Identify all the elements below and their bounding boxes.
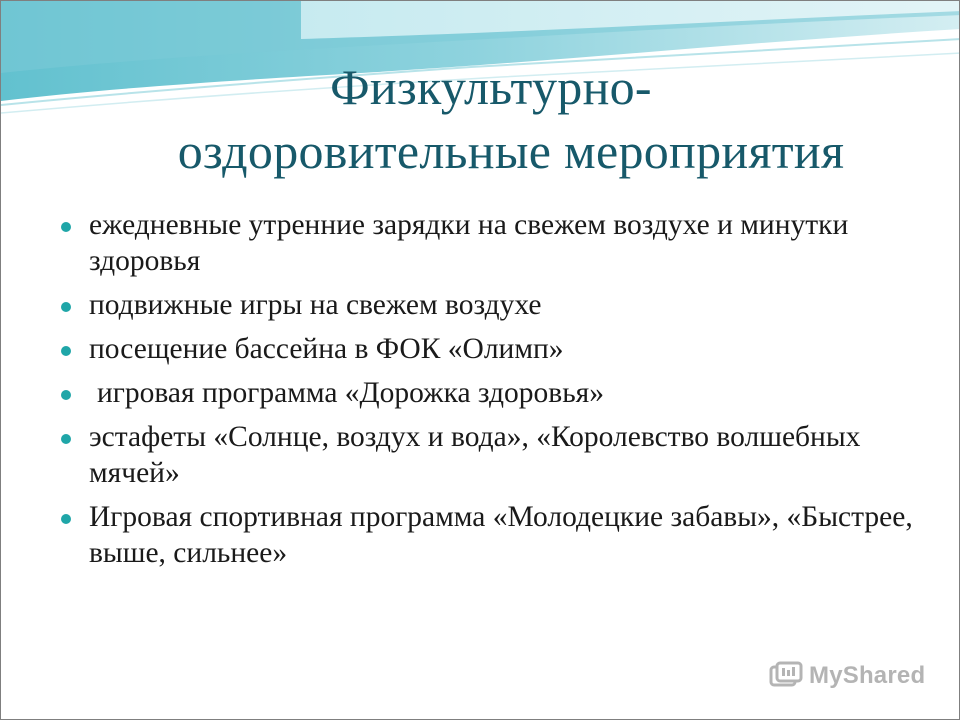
watermark-text: MyShared: [809, 662, 926, 689]
list-item: [61, 499, 931, 571]
bullet-dot-icon: [61, 346, 71, 356]
bullet-dot-icon: [61, 514, 71, 524]
myshared-logo-icon: [769, 661, 803, 691]
title-line-2: оздоровительные мероприятия: [177, 123, 845, 179]
list-item-text: ежедневные утренние зарядки на свежем воздухе и минутки здоровья: [89, 209, 849, 277]
bullet-list: [61, 207, 931, 579]
list-item-text: посещение бассейна в ФОК «Олимп»: [89, 333, 564, 365]
list-item-text: эстафеты «Солнце, воздух и вода», «Королевство волшебных мячей»: [89, 421, 861, 489]
bullet-dot-icon: [61, 390, 71, 400]
list-item: [61, 331, 931, 367]
bullet-dot-icon: [61, 222, 71, 232]
bullet-dot-icon: [61, 434, 71, 444]
myshared-watermark: [769, 657, 925, 695]
bullet-dot-icon: [61, 302, 71, 312]
title-line-1: Физкультурно-: [330, 59, 652, 115]
list-item-text: Игровая спортивная программа «Молодецкие забавы», «Быстрее, выше, сильнее»: [89, 501, 913, 569]
list-item: [61, 207, 931, 279]
list-item-text: игровая программа «Дорожка здоровья»: [97, 377, 605, 409]
list-item-text: подвижные игры на свежем воздухе: [89, 289, 542, 321]
list-item: [61, 287, 931, 323]
list-item: [61, 375, 931, 411]
slide-title: [81, 55, 941, 183]
list-item: [61, 419, 931, 491]
